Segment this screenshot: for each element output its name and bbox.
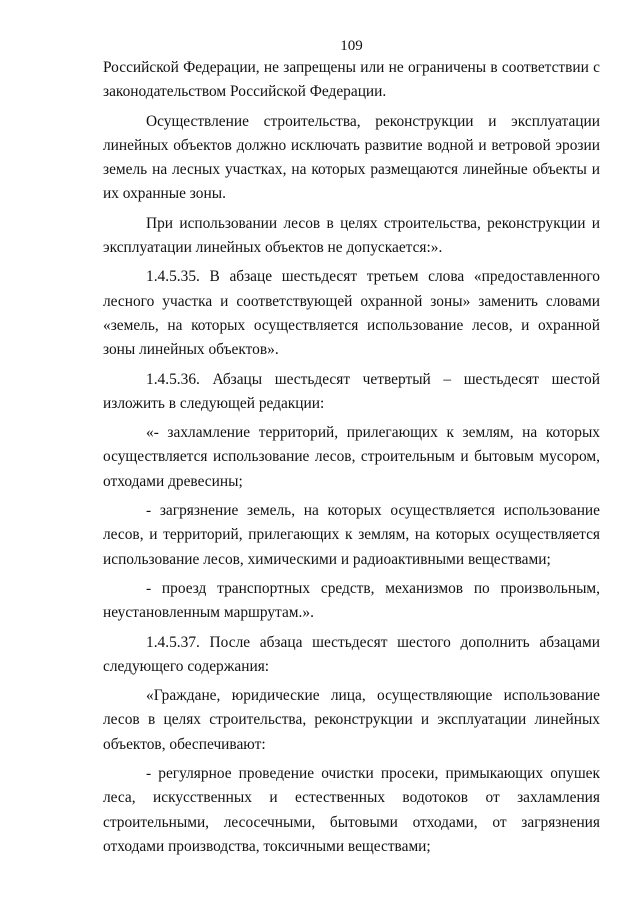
paragraph: При использовании лесов в целях строительства, реконструкции и эксплуатации линейных объектов не допускается:».: [103, 214, 600, 257]
paragraph: - проезд транспортных средств, механизмов по произвольным, неустановленным маршрутам.».: [103, 579, 600, 622]
paragraph: Осуществление строительства, реконструкции и эксплуатации линейных объектов должно исключать развитие водной и ветровой эрозии земель на лесных участках, на которых размещаются линейные объекты и их охранные зоны.: [103, 112, 600, 203]
paragraph: 1.4.5.37. После абзаца шестьдесят шестого дополнить абзацами следующего содержания:: [103, 633, 600, 675]
paragraph: Российской Федерации, не запрещены или не ограничены в соответствии с законодательством Российской Федерации.: [103, 59, 600, 101]
paragraph: «- захламление территорий, прилегающих к землям, на которых осуществляется использование лесов, строительным и бытовым мусором, отходами древесины;: [103, 424, 600, 490]
paragraph: 1.4.5.36. Абзацы шестьдесят четвертый – шестьдесят шестой изложить в следующей редакции:: [103, 370, 600, 412]
document-page: [103, 36, 600, 864]
paragraph: - регулярное проведение очистки просеки, примыкающих опушек леса, искусственных и естественных водотоков от захламления строительными, лесосечными, бытовыми отходами, от загрязнения отходами производства, токсичными веществами;: [103, 765, 600, 855]
page-number: 109: [340, 38, 363, 54]
paragraph: «Граждане, юридические лица, осуществляющие использование лесов в целях строительства, реконструкции и эксплуатации линейных объектов, обеспечивают:: [103, 687, 600, 753]
paragraph: 1.4.5.35. В абзаце шестьдесят третьем слова «предоставленного лесного участка и соответствующей охранной зоны» заменить словами «земель, на которых осуществляется использование лесов, и охранной зоны линейных объектов».: [103, 268, 600, 359]
paragraph: - загрязнение земель, на которых осуществляется использование лесов, и территорий, прилегающих к землям, на которых осуществляется использование лесов, химическими и радиоактивными веществами;: [103, 502, 600, 568]
